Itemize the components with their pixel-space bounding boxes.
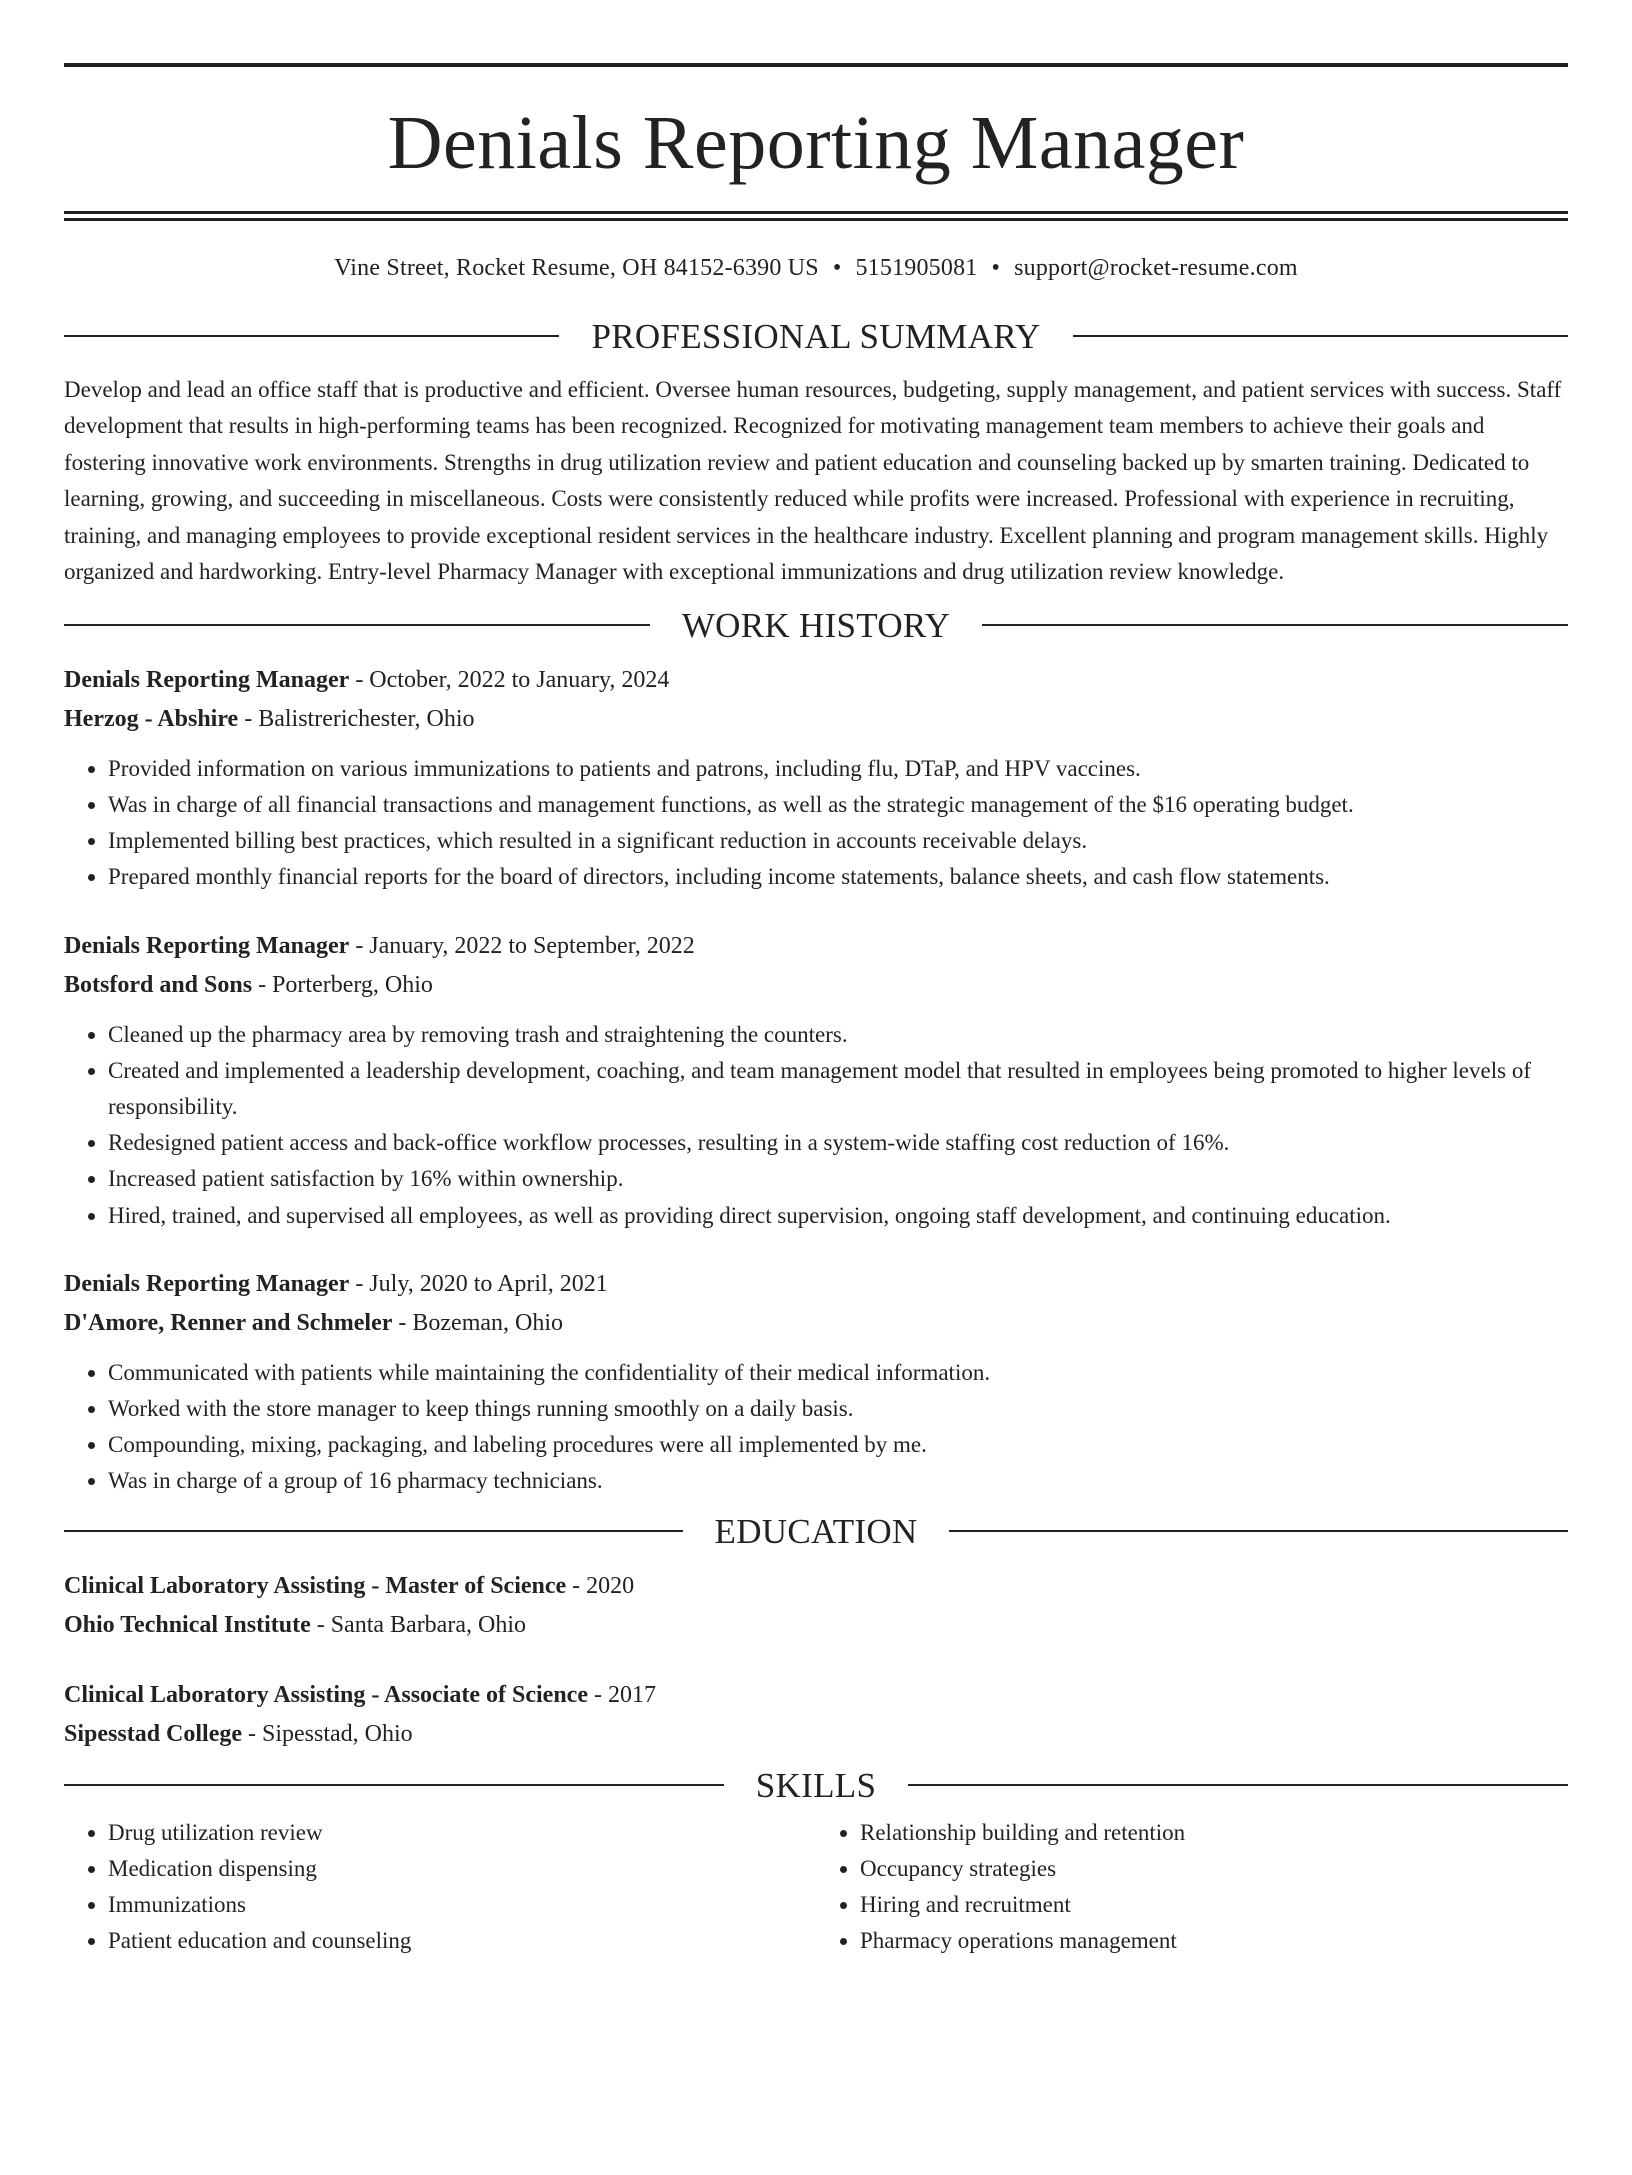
- skill-item: • Drug utilization review: [108, 1815, 816, 1851]
- job-dates: - October, 2022 to January, 2024: [349, 666, 670, 693]
- degree-line: [64, 1567, 1568, 1606]
- contact-separator: •: [832, 255, 842, 281]
- skills-section-header: [64, 1765, 1568, 1805]
- summary-heading: PROFESSIONAL SUMMARY: [591, 316, 1041, 356]
- work-section-header: [64, 605, 1568, 645]
- skills-list-right: [816, 1815, 1568, 1960]
- top-rule: [64, 63, 1568, 67]
- skill-item: • Patient education and counseling: [108, 1923, 816, 1959]
- contact-email: support@rocket-resume.com: [1014, 255, 1298, 281]
- job-bullets: [64, 1355, 1568, 1500]
- job-bullet: • Was in charge of all financial transactions and management functions, as well as the strategic management of the $16 operating budget.: [108, 787, 1568, 823]
- job-bullet: • Was in charge of a group of 16 pharmacy technicians.: [108, 1463, 1568, 1499]
- job-bullet: • Cleaned up the pharmacy area by removing trash and straightening the counters.: [108, 1017, 1568, 1053]
- skill-item: • Hiring and recruitment: [860, 1887, 1568, 1923]
- summary-text: Develop and lead an office staff that is productive and efficient. Oversee human resources, budgeting, supply management, and patient services with success. Staff development that results in high-performing teams has been recognized. Recognized for motivating management team members to achieve their goals and fostering innovative work environments. Strengths in drug utilization review and patient education and counseling backed up by smarten training. Dedicated to learning, growing, and succeeding in miscellaneous. Costs were consistently reduced while profits were increased. Professional with experience in recruiting, training, and managing employees to provide exceptional resident services in the healthcare industry. Excellent planning and program management skills. Highly organized and hardworking. Entry-level Pharmacy Manager with exceptional immunizations and drug utilization review knowledge.: [64, 376, 1562, 585]
- resume-title: Denials Reporting Manager: [387, 101, 1245, 185]
- skills-list-left: [64, 1815, 816, 1960]
- school-line: [64, 1715, 1568, 1754]
- section-rule-left: [64, 335, 559, 337]
- job-title-line: [64, 661, 1568, 700]
- job-entry: [64, 661, 1568, 896]
- title-double-rule: [64, 211, 1568, 221]
- degree-line: [64, 1676, 1568, 1715]
- resume-page: [0, 63, 1632, 2175]
- degree-name: Clinical Laboratory Assisting - Associate of Science: [64, 1681, 588, 1708]
- school-location: - Santa Barbara, Ohio: [310, 1611, 526, 1638]
- skills-heading: SKILLS: [755, 1765, 877, 1805]
- section-rule-right: [908, 1784, 1568, 1786]
- section-rule-right: [982, 624, 1568, 626]
- job-bullet: • Communicated with patients while maintaining the confidentiality of their medical information.: [108, 1355, 1568, 1391]
- job-bullet: • Worked with the store manager to keep things running smoothly on a daily basis.: [108, 1391, 1568, 1427]
- job-company-line: [64, 700, 1568, 739]
- job-company: D'Amore, Renner and Schmeler: [64, 1309, 393, 1336]
- section-rule-left: [64, 624, 650, 626]
- job-dates: - January, 2022 to September, 2022: [349, 932, 695, 959]
- job-company-line: [64, 966, 1568, 1005]
- job-title: Denials Reporting Manager: [64, 932, 350, 959]
- job-bullets: [64, 1017, 1568, 1234]
- skill-item: • Immunizations: [108, 1887, 816, 1923]
- job-entry: [64, 927, 1568, 1234]
- skill-item: • Pharmacy operations management: [860, 1923, 1568, 1959]
- education-heading: EDUCATION: [714, 1511, 918, 1551]
- job-bullet: • Compounding, mixing, packaging, and labeling procedures were all implemented by me.: [108, 1427, 1568, 1463]
- degree-year: - 2020: [566, 1572, 635, 1599]
- skill-item: • Relationship building and retention: [860, 1815, 1568, 1851]
- school-name: Ohio Technical Institute: [64, 1611, 311, 1638]
- job-location: - Bozeman, Ohio: [392, 1309, 564, 1336]
- section-rule-right: [1073, 335, 1568, 337]
- job-title-line: [64, 927, 1568, 966]
- school-location: - Sipesstad, Ohio: [242, 1720, 413, 1747]
- school-line: [64, 1606, 1568, 1645]
- section-rule-left: [64, 1530, 683, 1532]
- contact-phone: 5151905081: [855, 255, 978, 281]
- job-dates: - July, 2020 to April, 2021: [349, 1270, 608, 1297]
- degree-year: - 2017: [587, 1681, 656, 1708]
- job-location: - Porterberg, Ohio: [252, 971, 433, 998]
- skill-item: • Medication dispensing: [108, 1851, 816, 1887]
- job-title: Denials Reporting Manager: [64, 666, 350, 693]
- summary-section-header: [64, 316, 1568, 356]
- section-rule-left: [64, 1784, 724, 1786]
- education-entry: [64, 1567, 1568, 1645]
- job-bullet: • Hired, trained, and supervised all employees, as well as providing direct supervision, ongoing staff development, and continuing education.: [108, 1198, 1568, 1234]
- skills-columns: [64, 1815, 1568, 1960]
- skill-item: • Occupancy strategies: [860, 1851, 1568, 1887]
- school-name: Sipesstad College: [64, 1720, 243, 1747]
- degree-name: Clinical Laboratory Assisting - Master of Science: [64, 1572, 567, 1599]
- work-heading: WORK HISTORY: [681, 605, 951, 645]
- job-bullet: • Increased patient satisfaction by 16% within ownership.: [108, 1161, 1568, 1197]
- job-bullet: • Created and implemented a leadership development, coaching, and team management model that resulted in employees being promoted to higher levels of responsibility.: [108, 1053, 1568, 1125]
- job-bullets: [64, 751, 1568, 896]
- contact-separator: •: [991, 255, 1001, 281]
- education-section-header: [64, 1511, 1568, 1551]
- contact-address: Vine Street, Rocket Resume, OH 84152-6390 US: [334, 255, 819, 281]
- section-rule-right: [949, 1530, 1568, 1532]
- contact-line: [64, 254, 1568, 283]
- job-title-line: [64, 1265, 1568, 1304]
- job-entry: [64, 1265, 1568, 1500]
- job-bullet: • Prepared monthly financial reports for the board of directors, including income statements, balance sheets, and cash flow statements.: [108, 859, 1568, 895]
- job-company: Botsford and Sons: [64, 971, 253, 998]
- job-company-line: [64, 1304, 1568, 1343]
- job-title: Denials Reporting Manager: [64, 1270, 350, 1297]
- education-entry: [64, 1676, 1568, 1754]
- job-bullet: • Provided information on various immunizations to patients and patrons, including flu, DTaP, and HPV vaccines.: [108, 751, 1568, 787]
- job-bullet: • Implemented billing best practices, which resulted in a significant reduction in accounts receivable delays.: [108, 823, 1568, 859]
- job-company: Herzog - Abshire: [64, 705, 239, 732]
- job-location: - Balistrerichester, Ohio: [238, 705, 475, 732]
- job-bullet: • Redesigned patient access and back-office workflow processes, resulting in a system-wide staffing cost reduction of 16%.: [108, 1125, 1568, 1161]
